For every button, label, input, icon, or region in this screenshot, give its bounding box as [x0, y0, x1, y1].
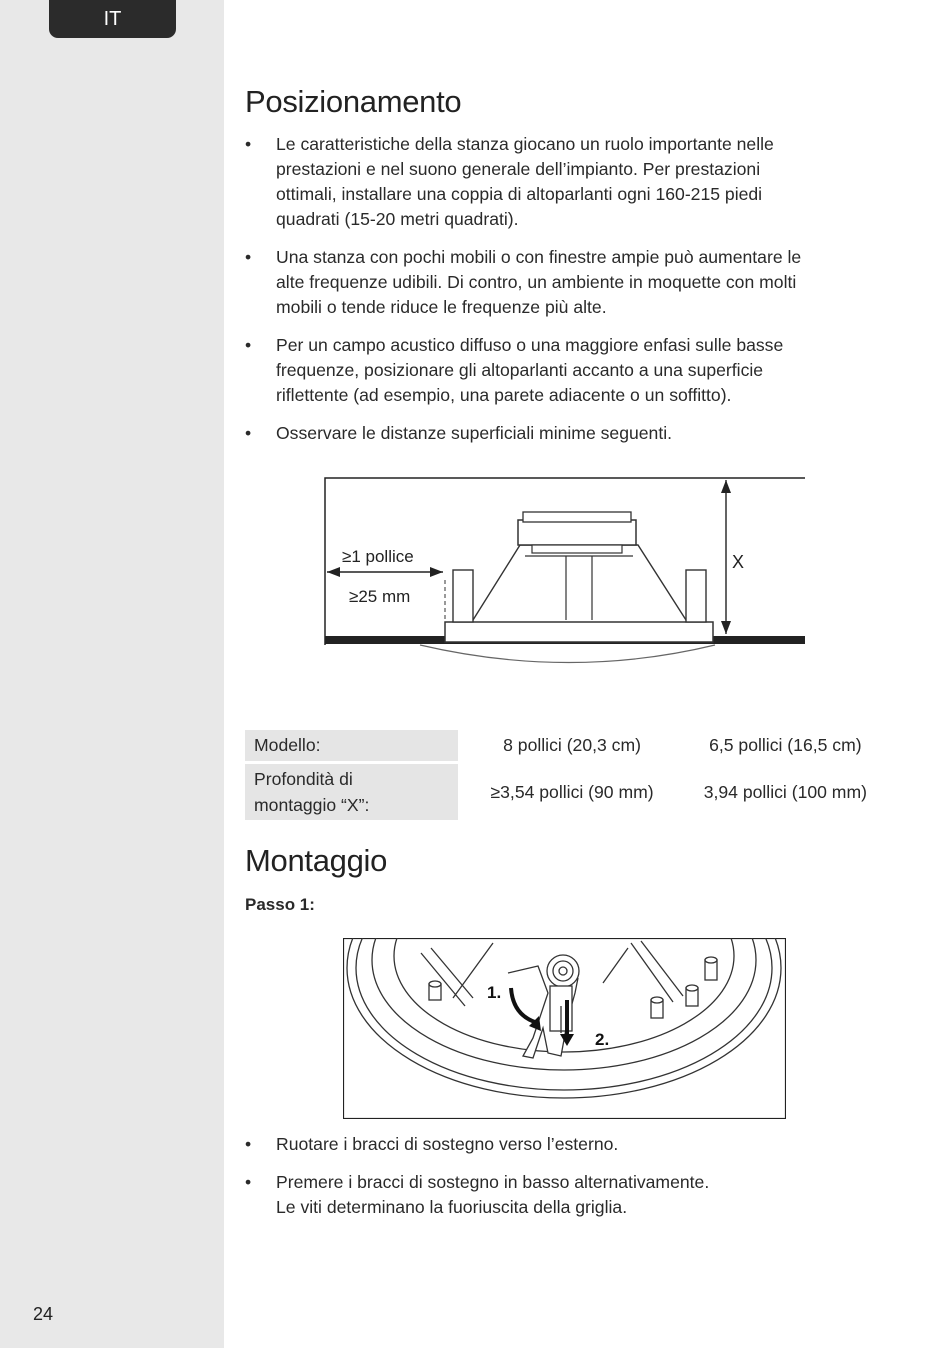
bullet-line: frequenze, posizionare gli altoparlanti accanto a una superficie [276, 360, 764, 380]
bullet-line: Ruotare i bracci di sostegno verso l’esterno. [276, 1134, 619, 1154]
bullet-line: quadrati (15-20 metri quadrati). [276, 209, 519, 229]
bullet-dot: • [245, 335, 252, 355]
bullet-line: prestazioni e nel suono generale dell’impianto. Per prestazioni [276, 159, 761, 179]
bullet-line: ottimali, installare una coppia di altoparlanti ogni 160-215 piedi [276, 184, 763, 204]
language-tab: IT [49, 0, 176, 38]
bullet-item [245, 1170, 885, 1220]
section-title-montaggio: Montaggio [245, 843, 388, 878]
table-row [245, 764, 885, 820]
sidebar [0, 0, 224, 1348]
clearance-inch-label: ≥1 pollice [342, 547, 414, 566]
positioning-bullet-list [245, 132, 885, 446]
table-label-line: Profondità di [254, 769, 353, 789]
step-arrow-label-1: 1. [487, 983, 502, 1002]
bullet-line: Premere i bracci di sostegno in basso alternativamente. [276, 1172, 710, 1192]
spec-table [245, 727, 885, 823]
mounting-step-diagram [343, 938, 786, 1119]
bullet-item [245, 132, 885, 232]
table-cell: 6,5 pollici (16,5 cm) [709, 735, 862, 755]
table-cell-label [245, 764, 458, 820]
bullet-dot: • [245, 247, 252, 267]
bullet-line: mobili o tende riduce le frequenze più alte. [276, 297, 607, 317]
bullet-item [245, 1132, 885, 1157]
bullet-line: alte frequenze udibili. Di contro, un ambiente in moquette con molti [276, 272, 797, 292]
bullet-line: Le caratteristiche della stanza giocano un ruolo importante nelle [276, 134, 774, 154]
bullet-line: riflettente (ad esempio, una parete adiacente o un soffitto). [276, 385, 732, 405]
step-label: Passo 1: [245, 895, 315, 914]
mounting-bullet-list [245, 1132, 885, 1220]
table-cell: 8 pollici (20,3 cm) [503, 735, 641, 755]
bullet-item [245, 245, 885, 320]
bullet-line: Una stanza con pochi mobili o con finestre ampie può aumentare le [276, 247, 802, 267]
bullet-dot: • [245, 423, 252, 443]
clearance-mm-label: ≥25 mm [349, 587, 411, 606]
table-cell-label: Modello: [245, 730, 458, 761]
bullet-line: Osservare le distanze superficiali minime seguenti. [276, 423, 673, 443]
clearance-diagram [320, 470, 810, 670]
depth-x-label: X [732, 552, 745, 572]
table-cell: ≥3,54 pollici (90 mm) [490, 781, 654, 802]
bullet-line: Per un campo acustico diffuso o una maggiore enfasi sulle basse [276, 335, 784, 355]
table-label-line: montaggio “X”: [254, 795, 370, 815]
section-title-posizionamento: Posizionamento [245, 84, 462, 119]
bullet-dot: • [245, 1134, 252, 1154]
page-number: 24 [33, 1304, 54, 1324]
bullet-dot: • [245, 134, 252, 154]
table-row [245, 730, 885, 761]
bullet-line: Le viti determinano la fuoriuscita della griglia. [276, 1197, 628, 1217]
bullet-item [245, 333, 885, 408]
bullet-dot: • [245, 1172, 252, 1192]
bullet-item [245, 421, 885, 446]
table-cell: 3,94 pollici (100 mm) [703, 781, 867, 802]
step-arrow-label-2: 2. [595, 1030, 610, 1049]
